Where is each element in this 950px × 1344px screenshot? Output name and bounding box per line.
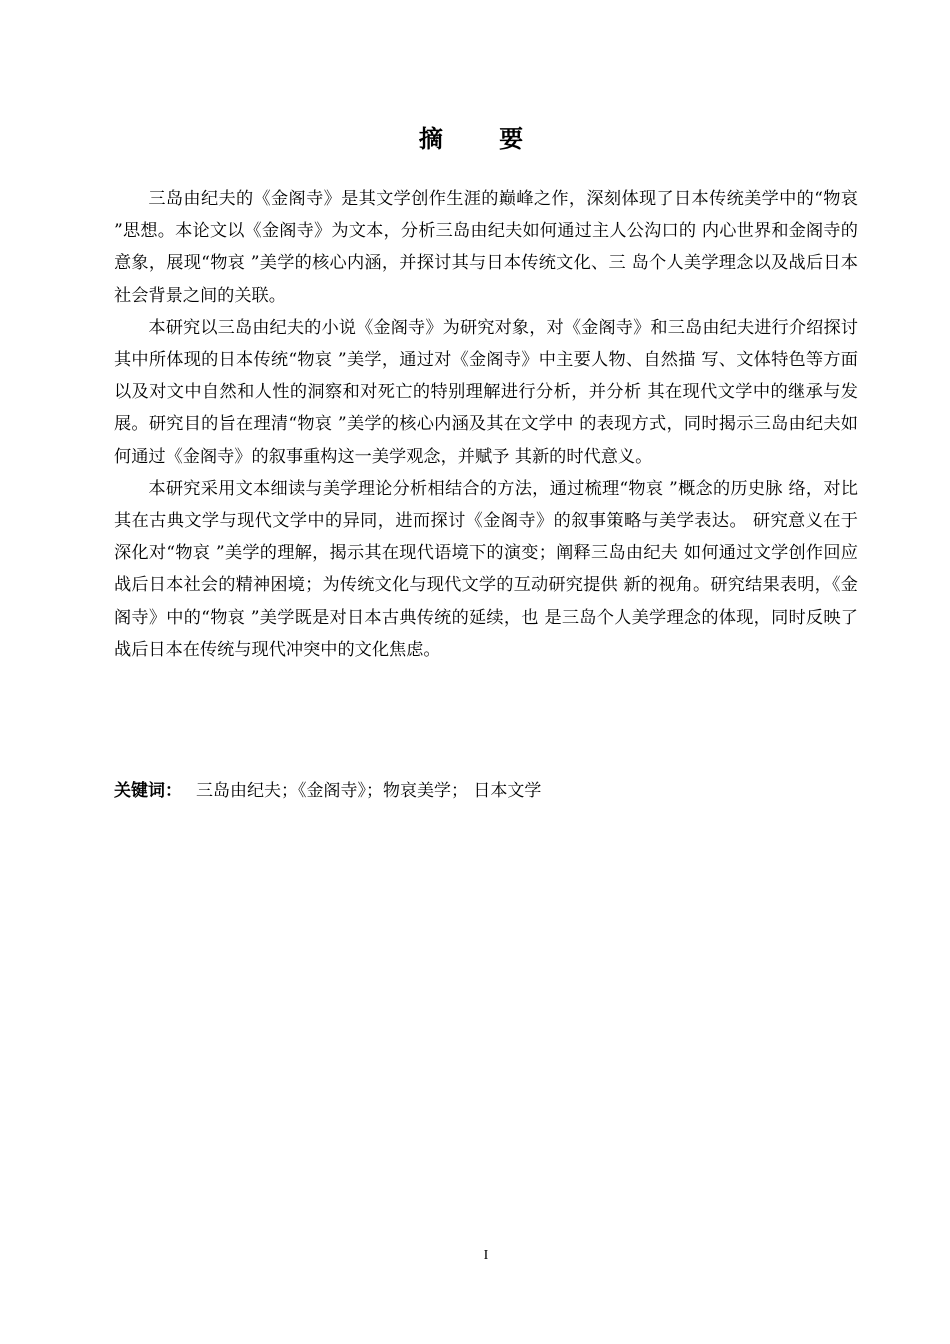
abstract-paragraph-1: 三岛由纪夫的《金阁寺》是其文学创作生涯的巅峰之作，深刻体现了日本传统美学中的“物哀 ”思想。本论文以《金阁寺》为文本，分析三岛由纪夫如何通过主人公沟口的 内心世界和金阁寺的意象，展现“物哀 ”美学的核心内涵，并探讨其与日本传统文化、三 岛个人美学理念以及战后日本社会背景之间的关联。 bbox=[114, 189, 858, 306]
keywords-value: 三岛由纪夫；《金阁寺》；物哀美学； 日本文学 bbox=[196, 781, 542, 801]
abstract-paragraph-2: 本研究以三岛由纪夫的小说《金阁寺》为研究对象，对《金阁寺》和三岛由纪夫进行介绍探讨其中所体现的日本传统“物哀 ”美学，通过对《金阁寺》中主要人物、自然描 写、文体特色等方面以及对文中自然和人性的洞察和对死亡的特别理解进行分析，并分析 其在现代文学中的继承与发展。研究目的旨在理清“物哀 ”美学的核心内涵及其在文学中 的表现方式，同时揭示三岛由纪夫如何通过《金阁寺》的叙事重构这一美学观念，并赋予 其新的时代意义。 bbox=[114, 317, 858, 467]
keywords-line bbox=[114, 776, 858, 806]
abstract-paragraph-3: 本研究采用文本细读与美学理论分析相结合的方法，通过梳理“物哀 ”概念的历史脉 络，对比其在古典文学与现代文学中的异同，进而探讨《金阁寺》的叙事策略与美学表达。 研究意义在于深化对“物哀 ”美学的理解，揭示其在现代语境下的演变；阐释三岛由纪夫 如何通过文学创作回应战后日本社会的精神困境；为传统文化与现代文学的互动研究提供 新的视角。研究结果表明，《金阁寺》中的“物哀 ”美学既是对日本古典传统的延续，也 是三岛个人美学理念的体现，同时反映了战后日本在传统与现代冲突中的文化焦虑。 bbox=[114, 478, 858, 660]
abstract-title: 摘 要 bbox=[418, 125, 548, 153]
keywords-label: 关键词： bbox=[114, 781, 182, 801]
abstract-body bbox=[114, 183, 858, 666]
page-number: I bbox=[483, 1248, 489, 1263]
